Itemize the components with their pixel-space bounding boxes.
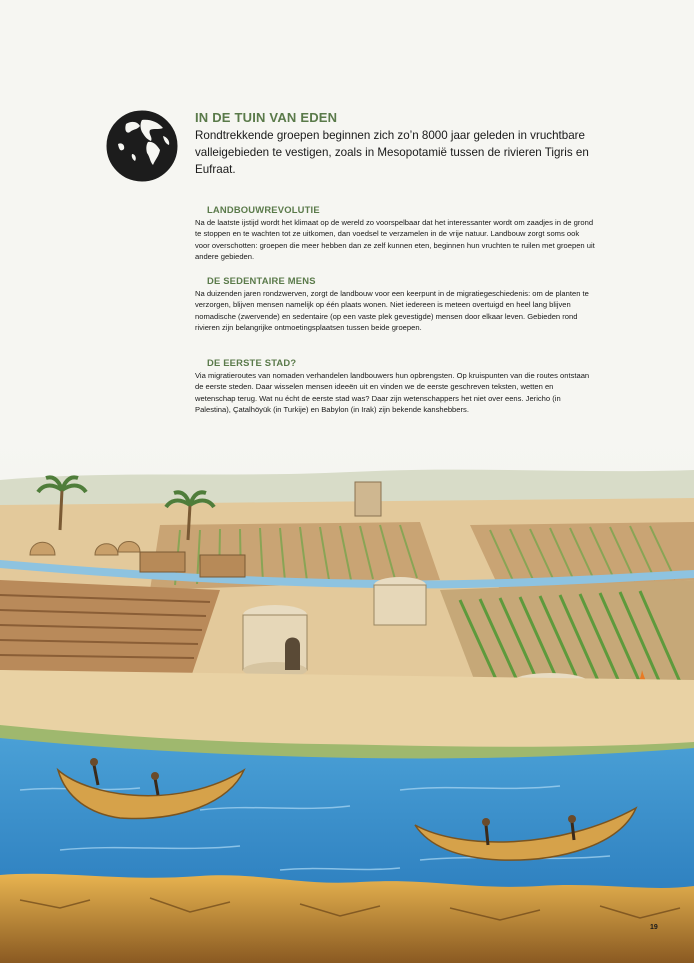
mud-house	[243, 605, 307, 678]
globe-icon	[106, 110, 178, 182]
mud-house	[374, 577, 426, 625]
section-body: Na de laatste ijstijd wordt het klimaat op de wereld zo voorspelbaar dat het interessanter wordt om zaadjes in de grond te stoppen en te wachten tot ze uitkomen, dan voedsel te verzamelen in de vrije natuur. Landbouw zorgt soms ook voor overschotten: groepen die meer hebben dan ze zelf kunnen eten, beginnen hun vruchten te ruilen met groepen uit andere gebieden.	[195, 218, 595, 262]
section-sedentaire-mens	[195, 275, 595, 334]
lead-paragraph: Rondtrekkende groepen beginnen zich zo’n 8000 jaar geleden in vruchtbare valleigebieden te vestigen, zoals in Mesopotamië tussen de rivieren Tigris en Eufraat.	[195, 129, 589, 176]
page-title: IN DE TUIN VAN EDEN	[195, 110, 338, 125]
section-landbouwrevolutie	[195, 204, 595, 263]
section-body: Na duizenden jaren rondzwerven, zorgt de landbouw voor een keerpunt in de migratiegeschiedenis: om de planten te verzorgen, blijven mensen namelijk op één plaats wonen. Niet iedereen is meteen overtuigd en heel lang blijven nomadische (zwervende) en sedentaire (op een vaste plek gevestigde) mensen door elkaar leven. Gebieden rond rivieren zijn belangrijke ontmoetingsplaatsen tussen beide groepen.	[195, 289, 589, 333]
page-number: 19	[650, 924, 658, 931]
section-body: Via migratieroutes van nomaden verhandelen landbouwers hun opbrengsten. Op kruispunten van die routes ontstaan de eerste steden. Daar wisselen mensen ideeën uit en vinden we de eerste geschreven teksten, wetten en wetenschap terug. Wat nu écht de eerste stad was? Daar zijn wetenschappers het niet over eens. Jericho (in Palestina), Çatalhöyük (in Turkije) en Babylon (in Irak) zijn bekende kanshebbers.	[195, 371, 590, 415]
section-heading: DE SEDENTAIRE MENS	[207, 275, 316, 286]
section-eerste-stad	[195, 357, 595, 416]
section-heading: DE EERSTE STAD?	[207, 357, 297, 368]
mesopotamia-illustration	[0, 430, 694, 963]
section-heading: LANDBOUWREVOLUTIE	[207, 204, 320, 215]
